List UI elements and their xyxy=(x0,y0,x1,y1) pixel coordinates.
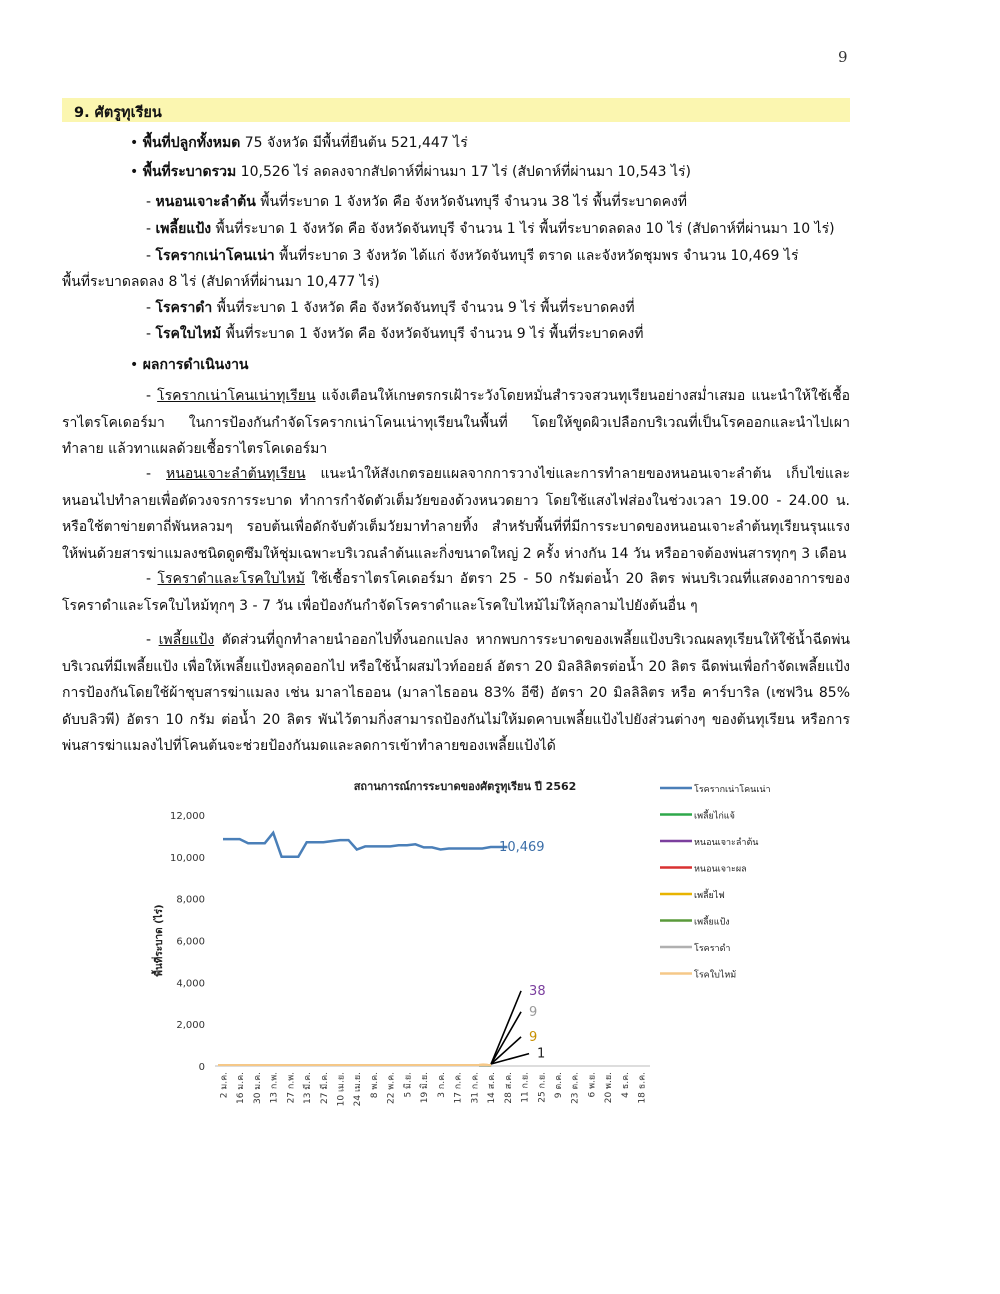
x-tick-label: 23 ต.ค. xyxy=(570,1072,581,1104)
result-text: ตัดส่วนที่ถูกทำลายนำออกไปทิ้งนอกแปลง หากพบการระบาดของเพลี้ยแป้งบริเวณผลทุเรียนให้ใช้น้ำฉีดพ่นบริเวณที่มีเพลี้ยแป้ง เพื่อให้เพลี้ยแป้งหลุดออกไป หรือใช้น้ำผสมไวท์ออยล์ อัตรา 20 มิลลิลิตรต่อน้ำ 20 ลิตร ฉีดพ่นเพื่อกำจัดเพลี้ยแป้ง การป้องกันโดยใช้ผ้าชุบสารฆ่าแมลง เช่น มาลาไธออน (มาลาไธออน 83% อีซี) อัตรา 20 มิลลิลิตร หรือ คาร์บาริล (เซฟวิน 85% ดับบลิวพี) อัตรา 10 กรัม ต่อน้ำ 20 ลิตร พันไว้ตามกิ่งสามารถป้องกันไม่ให้มดคาบเพลี้ยแป้งไปยังส่วนต่างๆ ของต้นทุเรียน หรือการพ่นสารฆ่าแมลงไปที่โคนต้นจะช่วยป้องกันมดและลดการเข้าทำลายของเพลี้ยแป้งได้ xyxy=(62,632,850,754)
pest-item: - โรคราดำ พื้นที่ระบาด 1 จังหวัด คือ จังหวัดจันทบุรี จำนวน 9 ไร่ พื้นที่ระบาดคงที่ xyxy=(146,300,635,316)
result-lead: เพลี้ยแป้ง xyxy=(158,632,215,648)
data-label: 38 xyxy=(529,983,546,999)
y-tick-label: 2,000 xyxy=(176,1020,205,1032)
x-tick-label: 27 ก.พ. xyxy=(286,1072,297,1104)
legend-label: โรคราดำ xyxy=(694,944,731,954)
x-tick-label: 25 ก.ย. xyxy=(537,1072,548,1103)
pest-text: พื้นที่ระบาด 1 จังหวัด คือ จังหวัดจันทบุรี จำนวน 38 ไร่ พื้นที่ระบาดคงที่ xyxy=(255,194,688,210)
result-text: แจ้งเตือนให้เกษตรกรเฝ้าระวังโดยหมั่นสำรวจสวนทุเรียนอย่างสม่ำเสมอ แนะนำให้ใช้เชื้อราไตรโคเดอร์มา ในการป้องกันกำจัดโรครากเน่าโคนเน่าทุเรียนในพื้นที่ โดยให้ขูดผิวเปลือกบริเวณที่เป็นโรคออกและนำไปเผาทำลาย แล้วทาแผลด้วยเชื้อราไตรโคเดอร์มา xyxy=(62,388,850,457)
pest-item: - เพลี้ยแป้ง พื้นที่ระบาด 1 จังหวัด คือ จังหวัดจันทบุรี จำนวน 1 ไร่ พื้นที่ระบาดลดลง 10 ไร่ (สัปดาห์ที่ผ่านมา 10 ไร่) xyxy=(146,221,835,237)
x-tick-label: 13 ก.พ. xyxy=(269,1072,280,1104)
label: พื้นที่ปลูกทั้งหมด xyxy=(142,135,241,151)
x-tick-label: 9 ต.ค. xyxy=(553,1072,564,1099)
section-title: 9. ศัตรูทุเรียน xyxy=(74,105,162,121)
legend-label: โรคใบไหม้ xyxy=(694,970,737,981)
x-tick-label: 14 ส.ค. xyxy=(487,1072,498,1104)
pest-name: โรคใบไหม้ xyxy=(155,326,222,342)
x-tick-label: 5 มิ.ย. xyxy=(403,1072,414,1098)
x-tick-label: 13 มี.ค. xyxy=(303,1072,314,1104)
result-paragraph: - เพลี้ยแป้ง ตัดส่วนที่ถูกทำลายนำออกไปทิ้งนอกแปลง หากพบการระบาดของเพลี้ยแป้งบริเวณผลทุเรียนให้ใช้น้ำฉีดพ่นบริเวณที่มีเพลี้ยแป้ง เพื่อให้เพลี้ยแป้งหลุดออกไป หรือใช้น้ำผสมไวท์ออยล์ อัตรา 20 มิลลิลิตรต่อน้ำ 20 ลิตร ฉีดพ่นเพื่อกำจัดเพลี้ยแป้ง การป้องกันโดยใช้ผ้าชุบสารฆ่าแมลง เช่น มาลาไธออน (มาลาไธออน 83% อีซี) อัตรา 20 มิลลิลิตร หรือ คาร์บาริล (เซฟวิน 85% ดับบลิวพี) อัตรา 10 กรัม ต่อน้ำ 20 ลิตร พันไว้ตามกิ่งสามารถป้องกันไม่ให้มดคาบเพลี้ยแป้งไปยังส่วนต่างๆ ของต้นทุเรียน หรือการพ่นสารฆ่าแมลงไปที่โคนต้นจะช่วยป้องกันมดและลดการเข้าทำลายของเพลี้ยแป้งได้ xyxy=(62,632,850,754)
section-header-bar xyxy=(62,98,850,122)
outbreak-chart xyxy=(140,770,790,1115)
x-tick-label: 11 ก.ย. xyxy=(520,1072,531,1103)
pest-item: - โรคใบไหม้ พื้นที่ระบาด 1 จังหวัด คือ จังหวัดจันทบุรี จำนวน 9 ไร่ พื้นที่ระบาดคงที่ xyxy=(146,326,644,342)
y-tick-label: 12,000 xyxy=(170,811,205,822)
x-tick-label: 18 ธ.ค. xyxy=(637,1072,648,1104)
x-tick-label: 8 พ.ค. xyxy=(369,1072,380,1099)
result-lead: โรคราดำและโรคใบไหม้ xyxy=(157,571,305,587)
result-lead: โรครากเน่าโคนเน่าทุเรียน xyxy=(157,388,316,404)
legend-label: เพลี้ยแป้ง xyxy=(694,917,730,928)
summary-area-total: • พื้นที่ปลูกทั้งหมด 75 จังหวัด มีพื้นที่ยืนต้น 521,447 ไร่ xyxy=(130,135,468,151)
pest-name: เพลี้ยแป้ง xyxy=(155,221,212,237)
x-tick-label: 31 ก.ค. xyxy=(470,1072,481,1104)
value: 75 จังหวัด มีพื้นที่ยืนต้น 521,447 ไร่ xyxy=(240,135,468,151)
y-tick-label: 0 xyxy=(198,1062,205,1073)
data-label: 1 xyxy=(537,1046,546,1062)
pest-name: โรครากเน่าโคนเน่า xyxy=(155,248,275,264)
x-tick-label: 3 ก.ค. xyxy=(436,1072,447,1098)
x-tick-label: 22 พ.ค. xyxy=(386,1072,397,1104)
legend-label: โรครากเน่าโคนเน่า xyxy=(694,785,771,795)
legend-label: เพลี้ยไก่แจ้ xyxy=(694,811,735,822)
data-label: 9 xyxy=(529,1029,538,1045)
label: พื้นที่ระบาดรวม xyxy=(142,164,237,180)
pest-item: - หนอนเจาะลำต้น พื้นที่ระบาด 1 จังหวัด คือ จังหวัดจันทบุรี จำนวน 38 ไร่ พื้นที่ระบาดคงที่ xyxy=(146,194,688,210)
x-tick-label: 10 เม.ย. xyxy=(336,1072,347,1107)
pest-text: พื้นที่ระบาด 1 จังหวัด คือ จังหวัดจันทบุรี จำนวน 9 ไร่ พื้นที่ระบาดคงที่ xyxy=(221,326,644,342)
x-tick-label: 30 ม.ค. xyxy=(252,1072,263,1104)
pest-text: พื้นที่ระบาด 3 จังหวัด ได้แก่ จังหวัดจันทบุรี ตราด และจังหวัดชุมพร จำนวน 10,469 ไร่ xyxy=(274,248,799,264)
x-tick-label: 27 มี.ค. xyxy=(319,1072,330,1104)
value: 10,526 ไร่ ลดลงจากสัปดาห์ที่ผ่านมา 17 ไร่ (สัปดาห์ที่ผ่านมา 10,543 ไร่) xyxy=(236,164,691,180)
legend-label: หนอนเจาะผล xyxy=(694,864,747,875)
results-heading-text: ผลการดำเนินงาน xyxy=(142,357,249,373)
results-heading: • ผลการดำเนินงาน xyxy=(130,357,249,373)
summary-outbreak: • พื้นที่ระบาดรวม 10,526 ไร่ ลดลงจากสัปดาห์ที่ผ่านมา 17 ไร่ (สัปดาห์ที่ผ่านมา 10,543 ไร่) xyxy=(130,164,691,180)
chart-title: สถานการณ์การระบาดของศัตรูทุเรียน ปี 2562 xyxy=(353,780,577,793)
x-tick-label: 28 ส.ค. xyxy=(503,1072,514,1104)
x-tick-label: 4 ธ.ค. xyxy=(620,1072,631,1098)
x-tick-label: 2 ม.ค. xyxy=(219,1072,230,1099)
y-tick-label: 10,000 xyxy=(170,852,205,864)
pest-item: - โรครากเน่าโคนเน่า พื้นที่ระบาด 3 จังหวัด ได้แก่ จังหวัดจันทบุรี ตราด และจังหวัดชุมพร จำนวน 10,469 ไร่ xyxy=(146,248,799,264)
pest-text: พื้นที่ระบาด 1 จังหวัด คือ จังหวัดจันทบุรี จำนวน 9 ไร่ พื้นที่ระบาดคงที่ xyxy=(212,300,635,316)
y-axis-label: พื้นที่ระบาด (ไร่) xyxy=(154,904,165,977)
pest-item-continued: พื้นที่ระบาดลดลง 8 ไร่ (สัปดาห์ที่ผ่านมา 10,477 ไร่) xyxy=(62,274,380,290)
result-paragraph: - โรครากเน่าโคนเน่าทุเรียน แจ้งเตือนให้เกษตรกรเฝ้าระวังโดยหมั่นสำรวจสวนทุเรียนอย่างสม่ำเสมอ แนะนำให้ใช้เชื้อราไตรโคเดอร์มา ในการป้องกันกำจัดโรครากเน่าโคนเน่าทุเรียนในพื้นที่ โดยให้ขูดผิวเปลือกบริเวณที่เป็นโรคออกและนำไปเผาทำลาย แล้วทาแผลด้วยเชื้อราไตรโคเดอร์มา xyxy=(62,388,850,457)
annotation-leader xyxy=(491,991,521,1064)
result-paragraph: - โรคราดำและโรคใบไหม้ ใช้เชื้อราไตรโคเดอร์มา อัตรา 25 - 50 กรัมต่อน้ำ 20 ลิตร พ่นบริเวณที่แสดงอาการของโรคราดำและโรคใบไหม้ทุกๆ 3 - 7 วัน เพื่อป้องกันกำจัดโรคราดำและโรคใบไหม้ไม่ให้ลุกลามไปยังต้นอื่น ๆ xyxy=(62,571,850,614)
series-line xyxy=(223,833,507,857)
x-tick-label: 6 พ.ย. xyxy=(587,1072,598,1098)
x-tick-label: 16 ม.ค. xyxy=(236,1072,247,1104)
pest-name: โรคราดำ xyxy=(155,300,213,316)
x-tick-label: 20 พ.ย. xyxy=(604,1072,615,1104)
pest-text: พื้นที่ระบาด 1 จังหวัด คือ จังหวัดจันทบุรี จำนวน 1 ไร่ พื้นที่ระบาดลดลง 10 ไร่ (สัปดาห์ที่ผ่านมา 10 ไร่) xyxy=(211,221,835,237)
y-tick-label: 6,000 xyxy=(176,936,205,948)
pest-name: หนอนเจาะลำต้น xyxy=(155,194,256,210)
x-tick-label: 19 มิ.ย. xyxy=(420,1072,431,1104)
legend-label: หนอนเจาะลำต้น xyxy=(694,838,759,848)
y-tick-label: 4,000 xyxy=(176,978,205,990)
result-paragraph: - หนอนเจาะลำต้นทุเรียน แนะนำให้สังเกตรอยแผลจากการวางไข่และการทำลายของหนอนเจาะลำต้น เก็บไข่และหนอนไปทำลายเพื่อตัดวงจรการระบาด ทำการกำจัดตัวเต็มวัยของด้วงหนวดยาว โดยใช้แสงไฟส่องในช่วงเวลา 19.00 - 24.00 น. หรือใช้ตาข่ายตาถี่พันหลวมๆ รอบต้นเพื่อดักจับตัวเต็มวัยมาทำลายทิ้ง สำหรับพื้นที่ที่มีการระบาดของหนอนเจาะลำต้นทุเรียนรุนแรง ให้พ่นด้วยสารฆ่าแมลงชนิดดูดซึมให้ชุ่มเฉพาะบริเวณลำต้นและกิ่งขนาดใหญ่ 2 ครั้ง ห่างกัน 14 วัน หรืออาจต้องพ่นสารทุกๆ 3 เดือน xyxy=(62,466,850,562)
x-tick-label: 17 ก.ค. xyxy=(453,1072,464,1104)
x-tick-label: 24 เม.ย. xyxy=(353,1072,364,1107)
result-text: แนะนำให้สังเกตรอยแผลจากการวางไข่และการทำลายของหนอนเจาะลำต้น เก็บไข่และหนอนไปทำลายเพื่อตัดวงจรการระบาด ทำการกำจัดตัวเต็มวัยของด้วงหนวดยาว โดยใช้แสงไฟส่องในช่วงเวลา 19.00 - 24.00 น. หรือใช้ตาข่ายตาถี่พันหลวมๆ รอบต้นเพื่อดักจับตัวเต็มวัยมาทำลายทิ้ง สำหรับพื้นที่ที่มีการระบาดของหนอนเจาะลำต้นทุเรียนรุนแรง ให้พ่นด้วยสารฆ่าแมลงชนิดดูดซึมให้ชุ่มเฉพาะบริเวณลำต้นและกิ่งขนาดใหญ่ 2 ครั้ง ห่างกัน 14 วัน หรืออาจต้องพ่นสารทุกๆ 3 เดือน xyxy=(62,466,850,562)
annotation-leader xyxy=(491,1012,521,1064)
y-tick-label: 8,000 xyxy=(176,894,205,906)
result-lead: หนอนเจาะลำต้นทุเรียน xyxy=(166,466,306,482)
data-label: 9 xyxy=(529,1004,538,1020)
legend-label: เพลี้ยไฟ xyxy=(694,891,725,901)
page-number: 9 xyxy=(838,48,848,66)
data-label: 10,469 xyxy=(499,840,545,856)
result-text: ใช้เชื้อราไตรโคเดอร์มา อัตรา 25 - 50 กรัมต่อน้ำ 20 ลิตร พ่นบริเวณที่แสดงอาการของโรคราดำและโรคใบไหม้ทุกๆ 3 - 7 วัน เพื่อป้องกันกำจัดโรคราดำและโรคใบไหม้ไม่ให้ลุกลามไปยังต้นอื่น ๆ xyxy=(62,571,850,614)
chart-svg xyxy=(140,770,790,1115)
